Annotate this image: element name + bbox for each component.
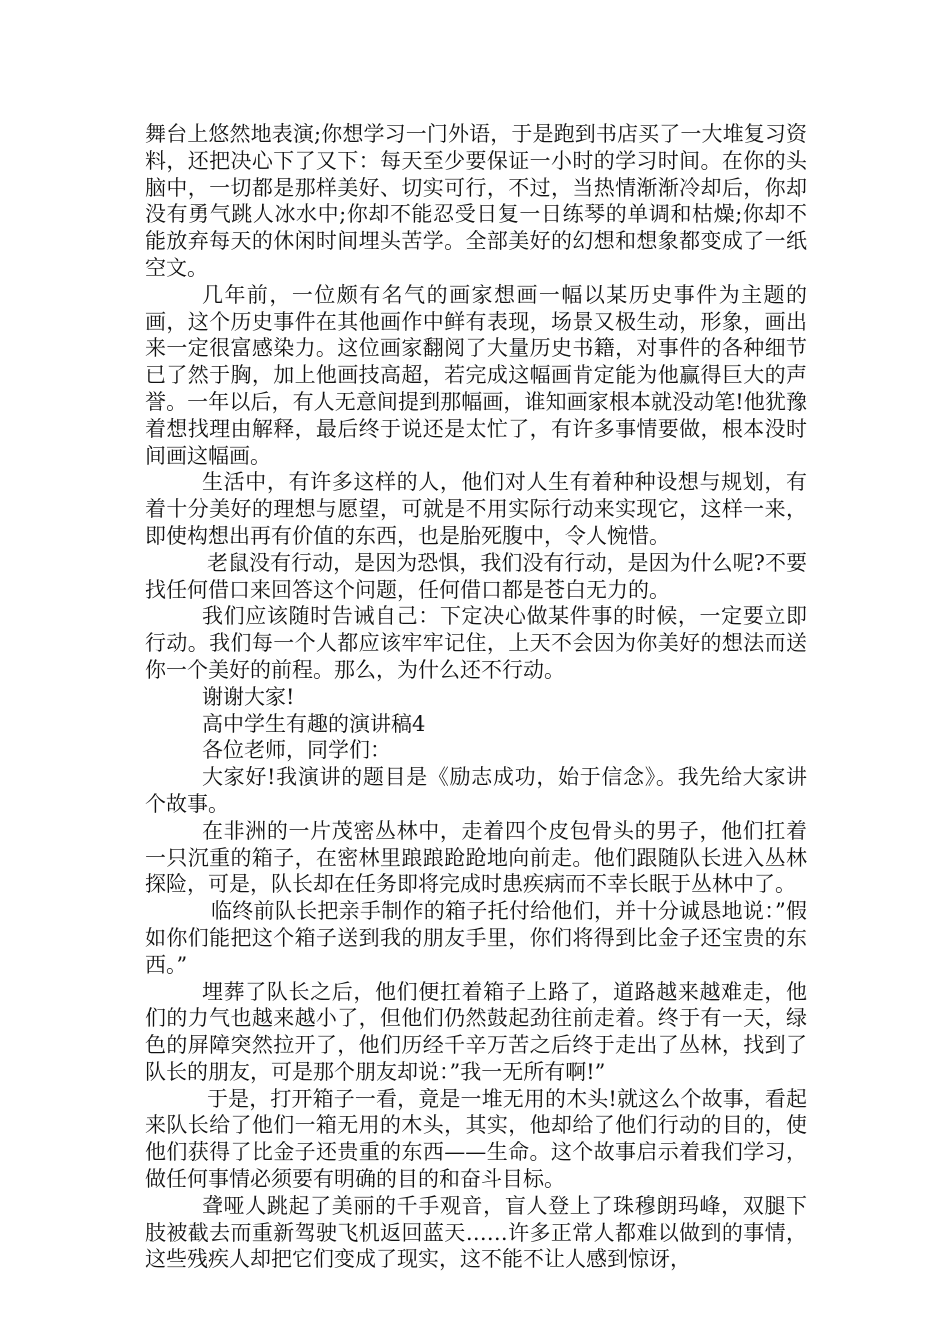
paragraph-thanks: 谢谢大家!: [202, 684, 295, 709]
section-title: 高中学生有趣的演讲稿4: [202, 711, 426, 736]
paragraph-jungle: 在非洲的一片茂密丛林中，走着四个皮包骨头的男子，他们扛着一只沉重的箱子，在密林里踉踉跄跄地向前走。他们跟随队长进入丛林探险，可是，队长却在任务即将完成时患疾病而不幸长眠于丛林中了。: [145, 818, 807, 897]
paragraph-disabled-achievers: 聋哑人跳起了美丽的千手观音，盲人登上了珠穆朗玛峰，双腿下肢被截去而重新驾驶飞机返回蓝天……许多正常人都难以做到的事情，这些残疾人却把它们变成了现实，这不能不让人感到惊讶，: [145, 1193, 807, 1272]
paragraph-life-plans: 生活中，有许多这样的人，他们对人生有着种种设想与规划，有着十分美好的理想与愿望，可就是不用实际行动来实现它，这样一来，即使构想出再有价值的东西，也是胎死腹中，令人惋惜。: [145, 470, 807, 548]
paragraph-captain-words: 临终前队长把亲手制作的箱子托付给他们，并十分诚恳地说：”假如你们能把这个箱子送到我的朋友手里，你们将得到比金子还宝贵的东西。”: [145, 899, 807, 977]
paragraph-continuation: 舞台上悠然地表演;你想学习一门外语，于是跑到书店买了一大堆复习资料，还把决心下了又下：每天至少要保证一小时的学习时间。在你的头脑中，一切都是那样美好、切实可行，不过，当热情渐渐冷却后，你却没有勇气跳人冰水中;你却不能忍受日复一日练琴的单调和枯燥;你却不能放弃每天的休闲时间埋头苦学。全部美好的幻想和想象都变成了一纸空文。: [145, 122, 807, 280]
paragraph-greeting: 各位老师，同学们：: [202, 738, 391, 763]
paragraph-act-now: 我们应该随时告诫自己：下定决心做某件事的时候，一定要立即行动。我们每一个人都应该牢牢记住，上天不会因为你美好的想法而送你一个美好的前程。那么，为什么还不行动。: [145, 604, 807, 682]
paragraph-mouse: 老鼠没有行动，是因为恐惧，我们没有行动，是因为什么呢?不要找任何借口来回答这个问题，任何借口都是苍白无力的。: [145, 550, 807, 602]
paragraph-journey: 埋葬了队长之后，他们便扛着箱子上路了，道路越来越难走，他们的力气也越来越小了，但他们仍然鼓起劲往前走着。终于有一天，绿色的屏障突然拉开了，他们历经千辛万苦之后终于走出了丛林，找到了队长的朋友，可是那个朋友却说：”我一无所有啊!”: [145, 979, 807, 1084]
paragraph-box-opened: 于是，打开箱子一看，竟是一堆无用的木头!就这么个故事，看起来队长给了他们一箱无用的木头，其实，他却给了他们行动的目的，使他们获得了比金子还贵重的东西——生命。这个故事启示着我们学习，做任何事情必须要有明确的目的和奋斗目标。: [145, 1086, 807, 1192]
paragraph-painter-story: 几年前，一位颇有名气的画家想画一幅以某历史事件为主题的画，这个历史事件在其他画作中鲜有表现，场景又极生动，形象，画出来一定很富感染力。这位画家翻阅了大量历史书籍，对事件的各种细节已了然于胸，加上他画技高超，若完成这幅画肯定能为他赢得巨大的声誉。一年以后，有人无意间提到那幅画，谁知画家根本就没动笔!他犹豫着想找理由解释，最后终于说还是太忙了，有许多事情要做，根本没时间画这幅画。: [145, 282, 807, 468]
paragraph-intro: 大家好!我演讲的题目是《励志成功，始于信念》。我先给大家讲个故事。: [145, 765, 807, 816]
document-page: [145, 121, 807, 1273]
